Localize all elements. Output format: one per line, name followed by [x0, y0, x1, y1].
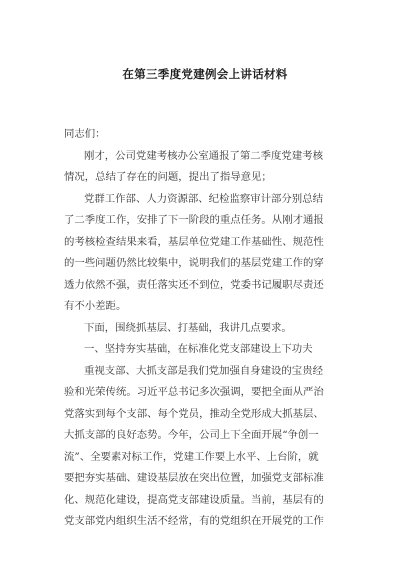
- paragraph-line: 的考核检查结果来看，基层单位党建工作基础性、规范性: [64, 235, 324, 248]
- paragraph-line: 党落实到每个支部、每个党员，推动全党形成大抓基层、: [64, 407, 324, 420]
- document-body: [64, 124, 352, 533]
- document-title: 在第三季度党建例会上讲话材料: [122, 67, 288, 81]
- paragraph-line: 重视支部、大抓支部是我们党加强自身建设的宝贵经: [84, 364, 323, 377]
- paragraph-line: 大抓支部的良好态势。今年，公司上下全面开展“争创一: [64, 429, 319, 441]
- paragraph-line: 下面，围绕抓基层、打基础，我讲几点要求。: [84, 321, 292, 334]
- paragraph-line: 验和光荣传统。习近平总书记多次强调，要把全面从严治: [64, 386, 324, 398]
- paragraph-line: 了二季度工作，安排了下一阶段的重点任务。从刚才通报: [64, 214, 324, 226]
- paragraph-line: 流”、全要素对标工作，党建工作要上水平、上台阶，就: [64, 450, 319, 463]
- paragraph-line: 党支部党内组织生活不经常，有的党组织在开展党的工作: [64, 515, 324, 527]
- paragraph-line: 的一些问题仍然比较集中，说明我们的基层党建工作的穿: [64, 257, 324, 269]
- paragraph-line: 要把夯实基础、建设基层放在突出位置，加强党支部标准: [64, 472, 324, 484]
- paragraph-line: 情况，总结了存在的问题，提出了指导意见；: [64, 171, 272, 183]
- paragraph-line: 党群工作部、人力资源部、纪检监察审计部分别总结: [84, 192, 323, 205]
- paragraph-line: 有不小差距。: [64, 300, 127, 312]
- paragraph-line: 透力依然不强，责任落实还不到位，党委书记履职尽责还: [64, 278, 324, 291]
- salutation: 同志们：: [64, 128, 106, 140]
- paragraph-line: 化、规范化建设，提高党支部建设质量。当前，基层有的: [64, 493, 324, 506]
- paragraph-line: 刚才，公司党建考核办公室通报了第二季度党建考核: [84, 149, 323, 162]
- section-heading: 一、坚持夯实基础，在标准化党支部建设上下功夫: [84, 343, 313, 355]
